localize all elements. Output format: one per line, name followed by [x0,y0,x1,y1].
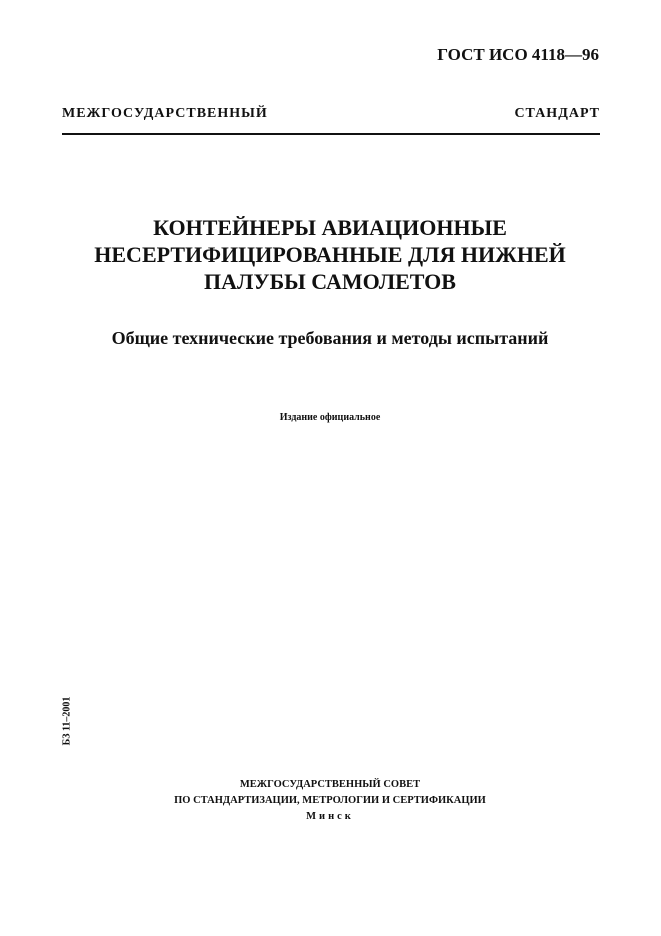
title-line-1: КОНТЕЙНЕРЫ АВИАЦИОННЫЕ [153,215,507,240]
title-line-2: НЕСЕРТИФИЦИРОВАННЫЕ ДЛЯ НИЖНЕЙ [94,242,566,267]
title-line-3: ПАЛУБЫ САМОЛЕТОВ [204,269,456,294]
publisher-line-1: МЕЖГОСУДАРСТВЕННЫЙ СОВЕТ [239,779,421,790]
header-divider [62,133,600,135]
publisher-line-2: ПО СТАНДАРТИЗАЦИИ, МЕТРОЛОГИИ И СЕРТИФИКАЦИИ [174,795,486,806]
side-code-text: БЗ 11–2001 [61,696,73,746]
standard-type-heading: МЕЖГОСУДАРСТВЕННЫЙ СТАНДАРТ [62,106,600,121]
document-title [40,214,620,295]
publisher-city: Минск [306,811,354,822]
document-subtitle: Общие технические требования и методы испытаний [111,328,549,348]
publisher-block [40,777,620,825]
edition-note: Издание официальное [279,412,381,423]
document-number: ГОСТ ИСО 4118—96 [437,45,599,64]
side-code [60,690,74,752]
